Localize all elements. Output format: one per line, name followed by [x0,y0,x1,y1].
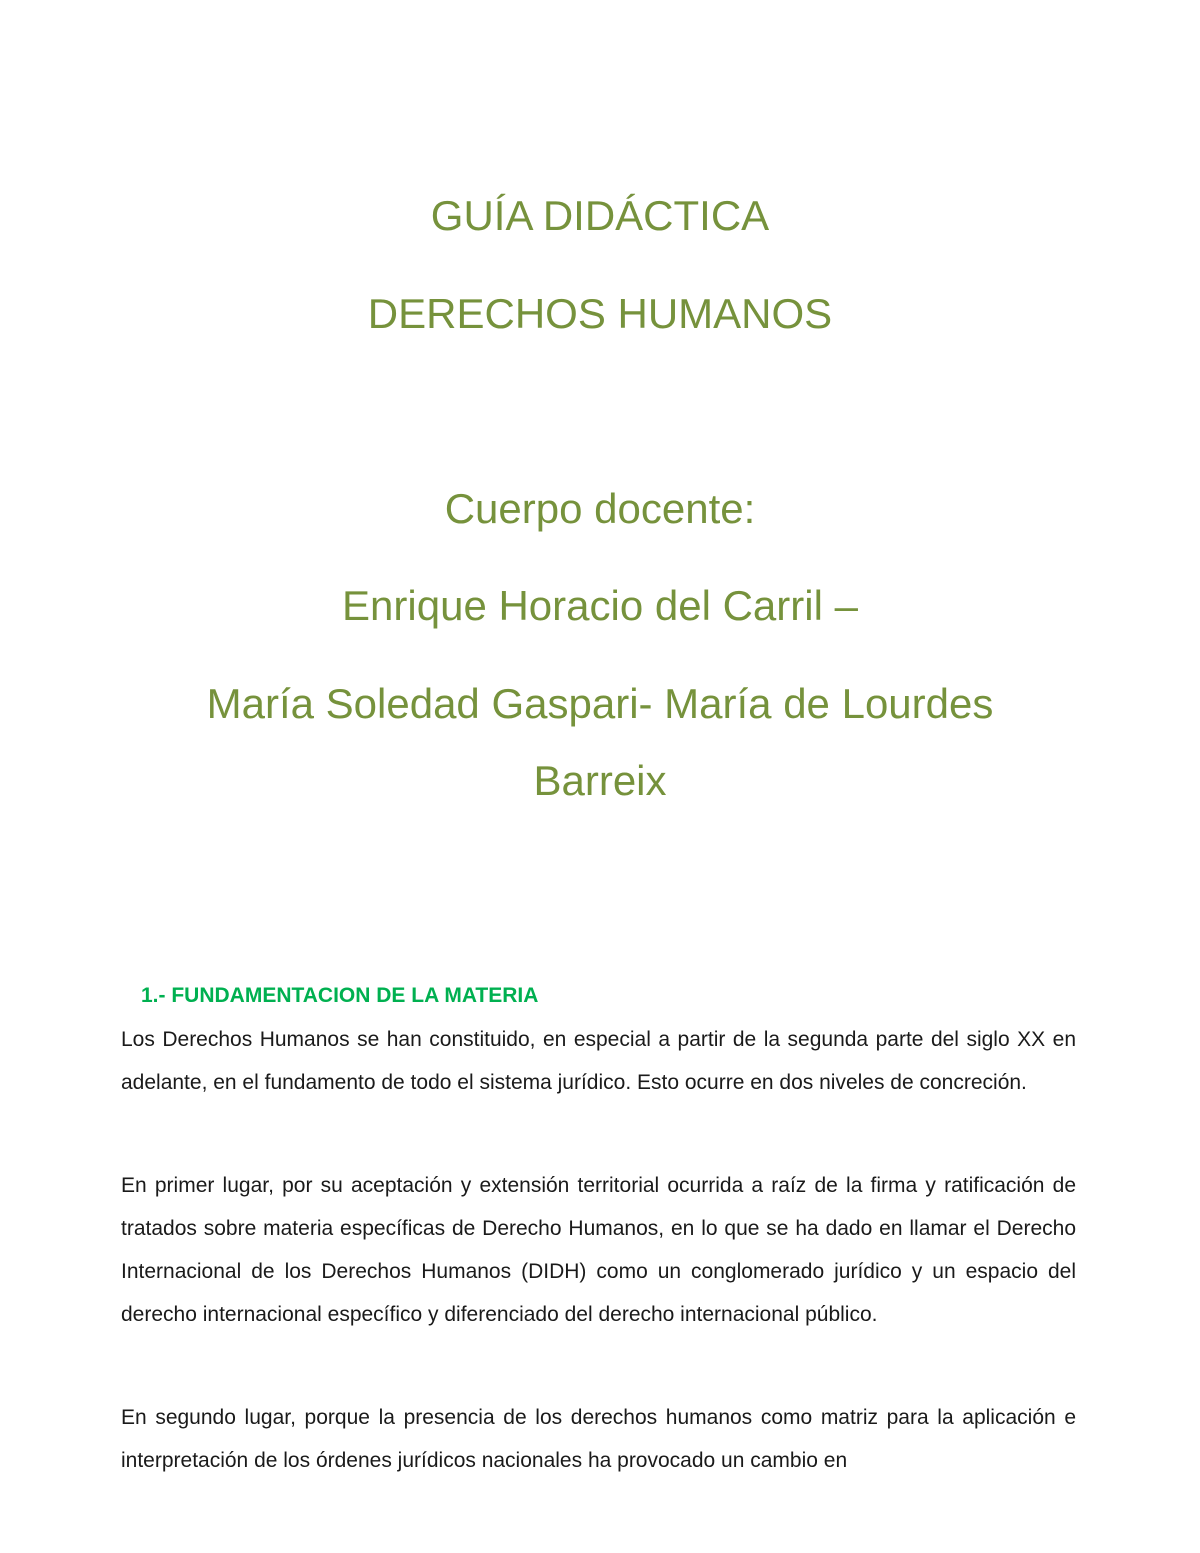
faculty-name-line-3: Barreix [533,757,667,804]
body-paragraph-1: Los Derechos Humanos se han constituido, en especial a partir de la segunda parte del siglo XX en adelante, en el fundamento de todo el sistema jurídico. Esto ocurre en dos niveles de concreción. [121,1028,1076,1094]
section-heading: 1.- FUNDAMENTACION DE LA MATERIA [141,984,539,1007]
body-paragraph-3: En segundo lugar, porque la presencia de los derechos humanos como matriz para la aplicación e interpretación de los órdenes jurídicos nacionales ha provocado un cambio en [121,1406,1076,1472]
faculty-name-line-2: María Soledad Gaspari- María de Lourdes [206,680,994,727]
document-title: GUÍA DIDÁCTICA [430,192,770,239]
body-paragraph-2: En primer lugar, por su aceptación y extensión territorial ocurrida a raíz de la firma y ratificación de tratados sobre materia específicas de Derecho Humanos, en lo que se ha dado en llamar el Derecho Internacional de los Derechos Humanos (DIDH) como un conglomerado jurídico y un espacio del derecho internacional específico y diferenciado del derecho internacional público. [121,1174,1076,1326]
document-subtitle: DERECHOS HUMANOS [367,290,833,337]
faculty-label: Cuerpo docente: [444,485,756,532]
faculty-name-line-1: Enrique Horacio del Carril – [342,582,858,629]
